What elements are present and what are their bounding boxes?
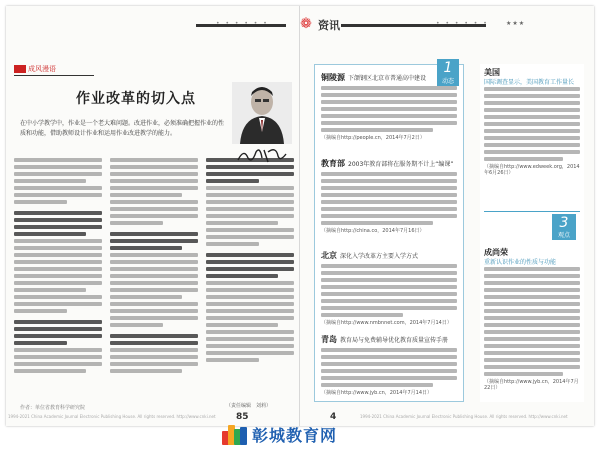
side-divider [484, 211, 580, 212]
news-source: （摘编自http://people.cn，2014年7月2日） [321, 135, 425, 141]
side-news-title: 国际调查显示，美国教育工作量长 [484, 79, 575, 86]
copyright-right: 1994-2021 China Academic Journal Electronic Publishing House. All rights reserved. http://www.cnki.net [360, 414, 568, 419]
news-title: 深化入学改革方主要入学方式 [340, 253, 419, 260]
article-column-1 [14, 158, 102, 398]
left-page-number [236, 412, 249, 422]
article-lead: 在中小学教学中，作业是一个老大难问题。改进作业，必须准确把握作业的性质和功能，借助教师设计作业和运用作业改进教学的能力。 [20, 120, 225, 137]
news-source: （摘编自http://www.nmbnnet.com，2014年7月14日） [321, 320, 452, 326]
news-item [321, 73, 457, 141]
header-dots-right: • • • • • • [436, 20, 489, 27]
header-dots-left: • • • • • • [216, 20, 269, 27]
side-column [480, 64, 584, 402]
opinion-source: （摘编自http://www.jyb.cn，2014年7月22日） [484, 379, 579, 391]
opinion-author: 成尚荣 [484, 248, 508, 257]
left-page-number-value: 85 [236, 412, 249, 422]
news-item [321, 251, 457, 326]
side-news-item [484, 68, 580, 176]
author-photo [232, 82, 292, 144]
column-tag-marker [14, 65, 26, 73]
side-news-location: 美国 [484, 68, 500, 77]
news-box [314, 60, 464, 402]
news-badge-number: 1 [437, 59, 459, 83]
side-news-source: （摘编自http://www.edweek.org，2014年6月26日） [484, 164, 580, 176]
magazine-spread [6, 6, 594, 426]
news-location: 北京 [321, 251, 337, 260]
books-logo-icon [222, 423, 248, 445]
opinion-item [484, 248, 580, 391]
editor-credit: （责任编辑 刘莉） [226, 403, 272, 409]
news-location: 教育部 [321, 159, 345, 168]
news-source: （摘编自http://www.jyb.cn，2014年7月14日） [321, 390, 433, 396]
column-tag [14, 64, 94, 76]
column-tag-label: 成风漫语 [28, 65, 56, 73]
watermark-text: 彰城教育网 [252, 425, 338, 445]
news-location: 铜陵源 [321, 73, 345, 82]
right-page [300, 6, 594, 426]
news-location: 青岛 [321, 335, 337, 344]
news-title: 下颌钢区北京市普通高中建设 [348, 75, 427, 82]
opinion-badge-number: 3 [552, 214, 576, 240]
article-column-3 [206, 158, 294, 398]
news-badge-label: 动态 [437, 79, 459, 86]
author-note: 作者：单位省教育科学研究院 [20, 405, 86, 411]
site-watermark [222, 422, 337, 446]
copyright-left: 1994-2021 China Academic Journal Electronic Publishing House. All rights reserved. http://www.cnki.net [8, 414, 216, 419]
article-body [14, 158, 294, 398]
article-column-2 [110, 158, 198, 398]
news-title: 2003年教育部将在服务期不计上“编课” [348, 161, 454, 168]
right-page-number-value: 4 [330, 412, 337, 422]
left-page [6, 6, 300, 426]
news-title: 教育局与免费辅导优化教育质量宣传手册 [340, 337, 449, 344]
opinion-badge-label: 观点 [552, 232, 576, 239]
article-title: 作业改革的切入点 [76, 91, 196, 107]
section-label: 资讯 [318, 19, 340, 32]
right-page-number [330, 412, 336, 422]
opinion-title: 重新认识作业的性质与功能 [484, 259, 557, 266]
news-item [321, 335, 457, 396]
section-logo-icon: ❁ [300, 16, 312, 32]
news-item [321, 159, 457, 234]
header-stars: ★★★ [506, 20, 526, 27]
news-source: （摘编自http://china.co，2014年7月16日） [321, 228, 425, 234]
